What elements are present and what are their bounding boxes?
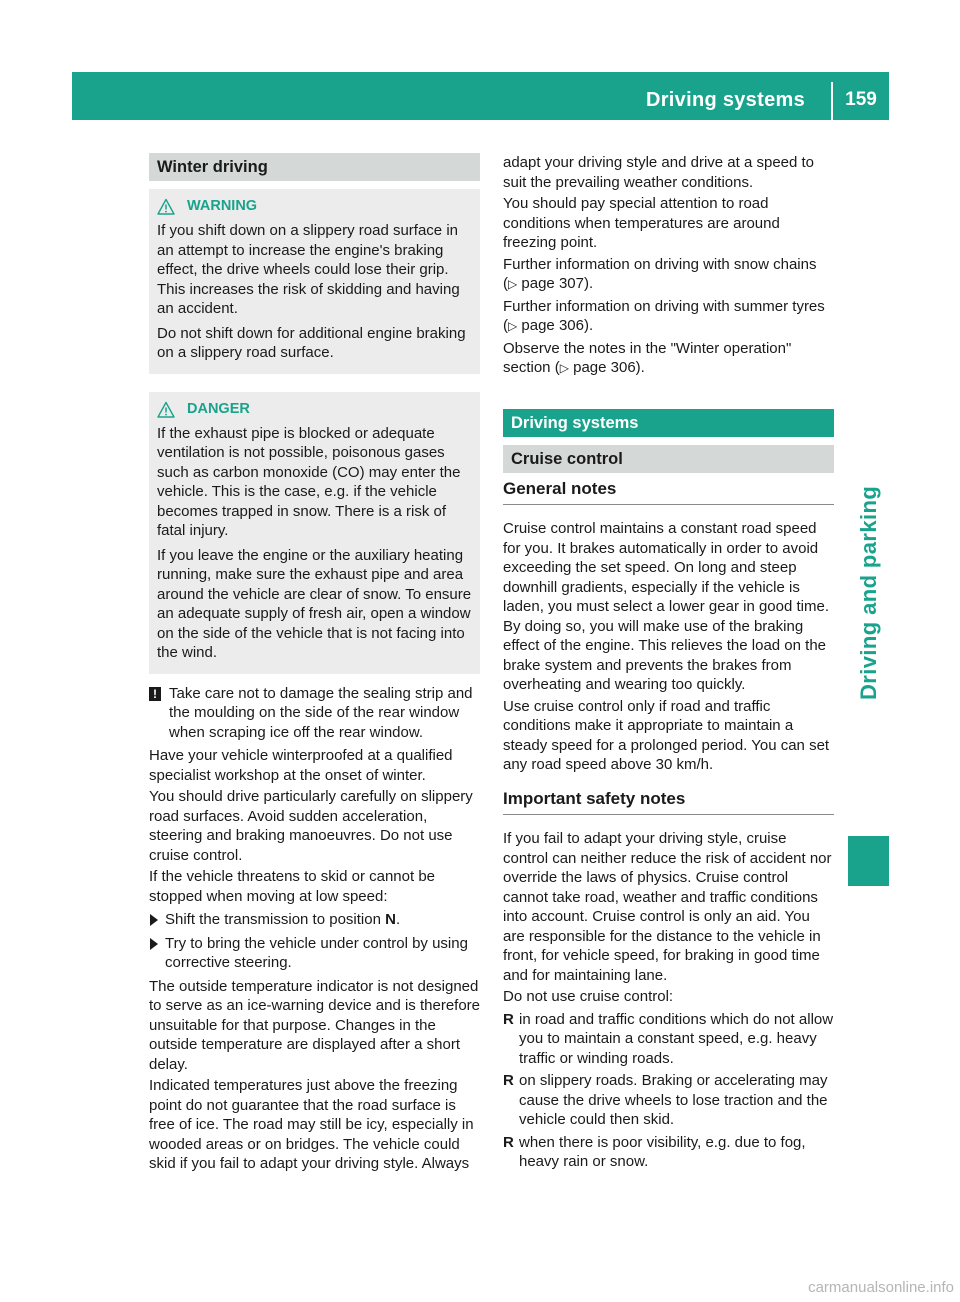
danger-paragraph: If the exhaust pipe is blocked or adequate ventilation is not possible, poisonous gases such as carbon monoxide (CO) may enter the vehicle. This is the case, e.g. if the vehicle becomes trapped in snow. There is a risk of fatal injury. — [157, 424, 461, 539]
warning-title — [157, 197, 472, 217]
paragraph: Have your vehicle winterproofed at a qualified specialist workshop at the onset of winter. — [149, 747, 453, 784]
paragraph: The outside temperature indicator is not designed to serve as an ice-warning device and is therefore unsuitable for that purpose. Changes in the outside temperature are displayed after a short delay. — [149, 977, 481, 1073]
list-item-text: when there is poor visibility, e.g. due to fog, heavy rain or snow. — [519, 1133, 806, 1170]
page-ref-arrow-icon: ▷ — [508, 319, 518, 333]
paragraph: Further information on driving with snow chains (▷ page 307). — [503, 255, 817, 292]
step-text: Shift the transmission to position N. — [165, 911, 401, 928]
page-ref-link[interactable]: page 306). — [573, 359, 645, 376]
section-title-winter-driving: Winter driving — [149, 153, 480, 181]
note-item — [149, 684, 480, 743]
warning-label: WARNING — [187, 198, 258, 215]
watermark: carmanualsonline.info — [808, 1279, 954, 1296]
danger-label: DANGER — [187, 400, 250, 417]
warning-triangle-icon — [157, 198, 175, 216]
warning-box — [149, 189, 480, 374]
paragraph: If the vehicle threatens to skid or cannot be stopped when moving at low speed: — [149, 868, 436, 905]
exclamation-icon: ! — [149, 687, 161, 701]
bullet-icon: R — [503, 1072, 514, 1089]
warning-paragraph: Do not shift down for additional engine braking on a slippery road surface. — [157, 324, 466, 361]
danger-box — [149, 392, 480, 674]
page-number: 159 — [845, 89, 877, 110]
page-header — [72, 72, 889, 120]
step-arrow-icon — [149, 938, 159, 950]
side-tab — [848, 180, 889, 700]
step-item — [149, 934, 480, 973]
list-item — [503, 1133, 834, 1172]
warning-paragraph: If you shift down on a slippery road surface in an attempt to increase the engine's braking effect, the drive wheels could lose their grip. This increases the risk of skidding and having an accident. — [157, 222, 460, 317]
side-tab-block — [848, 836, 889, 886]
heading-important-safety-notes: Important safety notes — [503, 789, 834, 816]
step-arrow-icon — [149, 914, 159, 926]
danger-paragraph: If you leave the engine or the auxiliary heating running, make sure the exhaust pipe and area around the vehicle are clear of snow. To ensure an adequate supply of fresh air, open a window on the side of the vehicle that is not facing into the wind. — [157, 546, 472, 661]
header-title: Driving systems — [645, 89, 805, 111]
list-item-text: on slippery roads. Braking or accelerating may cause the drive wheels to lose traction and the vehicle could then skid. — [519, 1072, 828, 1128]
heading-general-notes: General notes — [503, 479, 834, 506]
paragraph: Do not use cruise control: — [503, 988, 674, 1005]
step-item — [149, 910, 480, 930]
bullet-icon: R — [503, 1133, 514, 1151]
side-tab-label: Driving and parking — [856, 485, 881, 700]
paragraph: You should drive particularly carefully on slippery road surfaces. Avoid sudden acceleration, steering and braking manoeuvres. Do not use cruise control. — [149, 788, 473, 864]
paragraph: Use cruise control only if road and traffic conditions make it appropriate to maintain a steady speed for a prolonged period. You can set any road speed above 30 km/h. — [503, 697, 830, 773]
right-column — [503, 153, 834, 1175]
bullet-icon: R — [503, 1010, 514, 1028]
left-column — [149, 153, 480, 1176]
paragraph: If you fail to adapt your driving style, cruise control can neither reduce the risk of accident nor override the laws of physics. Cruise control cannot take road, weather and traffic conditions into account. Cruise control is only an aid. You are responsible for the distance to the vehicle in front, for vehicle speed, for braking in good time and for maintaining lane. — [503, 830, 832, 984]
paragraph: Indicated temperatures just above the freezing point do not guarantee that the road surface is free of ice. The road may still be icy, especially in wooded areas or on bridges. The vehicle could skid if you fail to adapt your driving style. Always — [149, 1077, 474, 1172]
page-ref-arrow-icon: ▷ — [559, 361, 569, 375]
paragraph: Observe the notes in the "Winter operation" section (▷ page 306). — [503, 339, 792, 376]
gear-position: N — [385, 911, 396, 928]
page-ref-arrow-icon: ▷ — [508, 277, 518, 291]
subsection-title-cruise-control: Cruise control — [503, 445, 834, 473]
list-item — [503, 1071, 834, 1130]
page-ref-link[interactable]: page 307). — [521, 275, 594, 292]
warning-triangle-icon — [157, 401, 175, 419]
list-item — [503, 1010, 834, 1069]
page-ref-link[interactable]: page 306). — [521, 317, 594, 334]
section-title-driving-systems: Driving systems — [503, 409, 834, 437]
paragraph: Cruise control maintains a constant road speed for you. It brakes automatically in order to avoid exceeding the set speed. On long and steep downhill gradients, especially if the vehicle is laden, you must select a lower gear in good time. By doing so, you will make use of the braking effect of the engine. This relieves the load on the brake system and prevents the brakes from overheating and wearing too quickly. — [503, 520, 830, 693]
danger-title — [157, 400, 472, 420]
paragraph: You should pay special attention to road conditions when temperatures are around freezing point. — [503, 195, 780, 251]
list-item-text: in road and traffic conditions which do not allow you to maintain a constant speed, e.g. heavy traffic or winding roads. — [519, 1010, 834, 1067]
step-text: Try to bring the vehicle under control by using corrective steering. — [165, 934, 468, 971]
note-text: Take care not to damage the sealing strip and the moulding on the side of the rear window when scraping ice off the rear window. — [169, 684, 473, 741]
paragraph: adapt your driving style and drive at a speed to suit the prevailing weather conditions. — [503, 154, 815, 191]
paragraph: Further information on driving with summer tyres (▷ page 306). — [503, 297, 825, 334]
